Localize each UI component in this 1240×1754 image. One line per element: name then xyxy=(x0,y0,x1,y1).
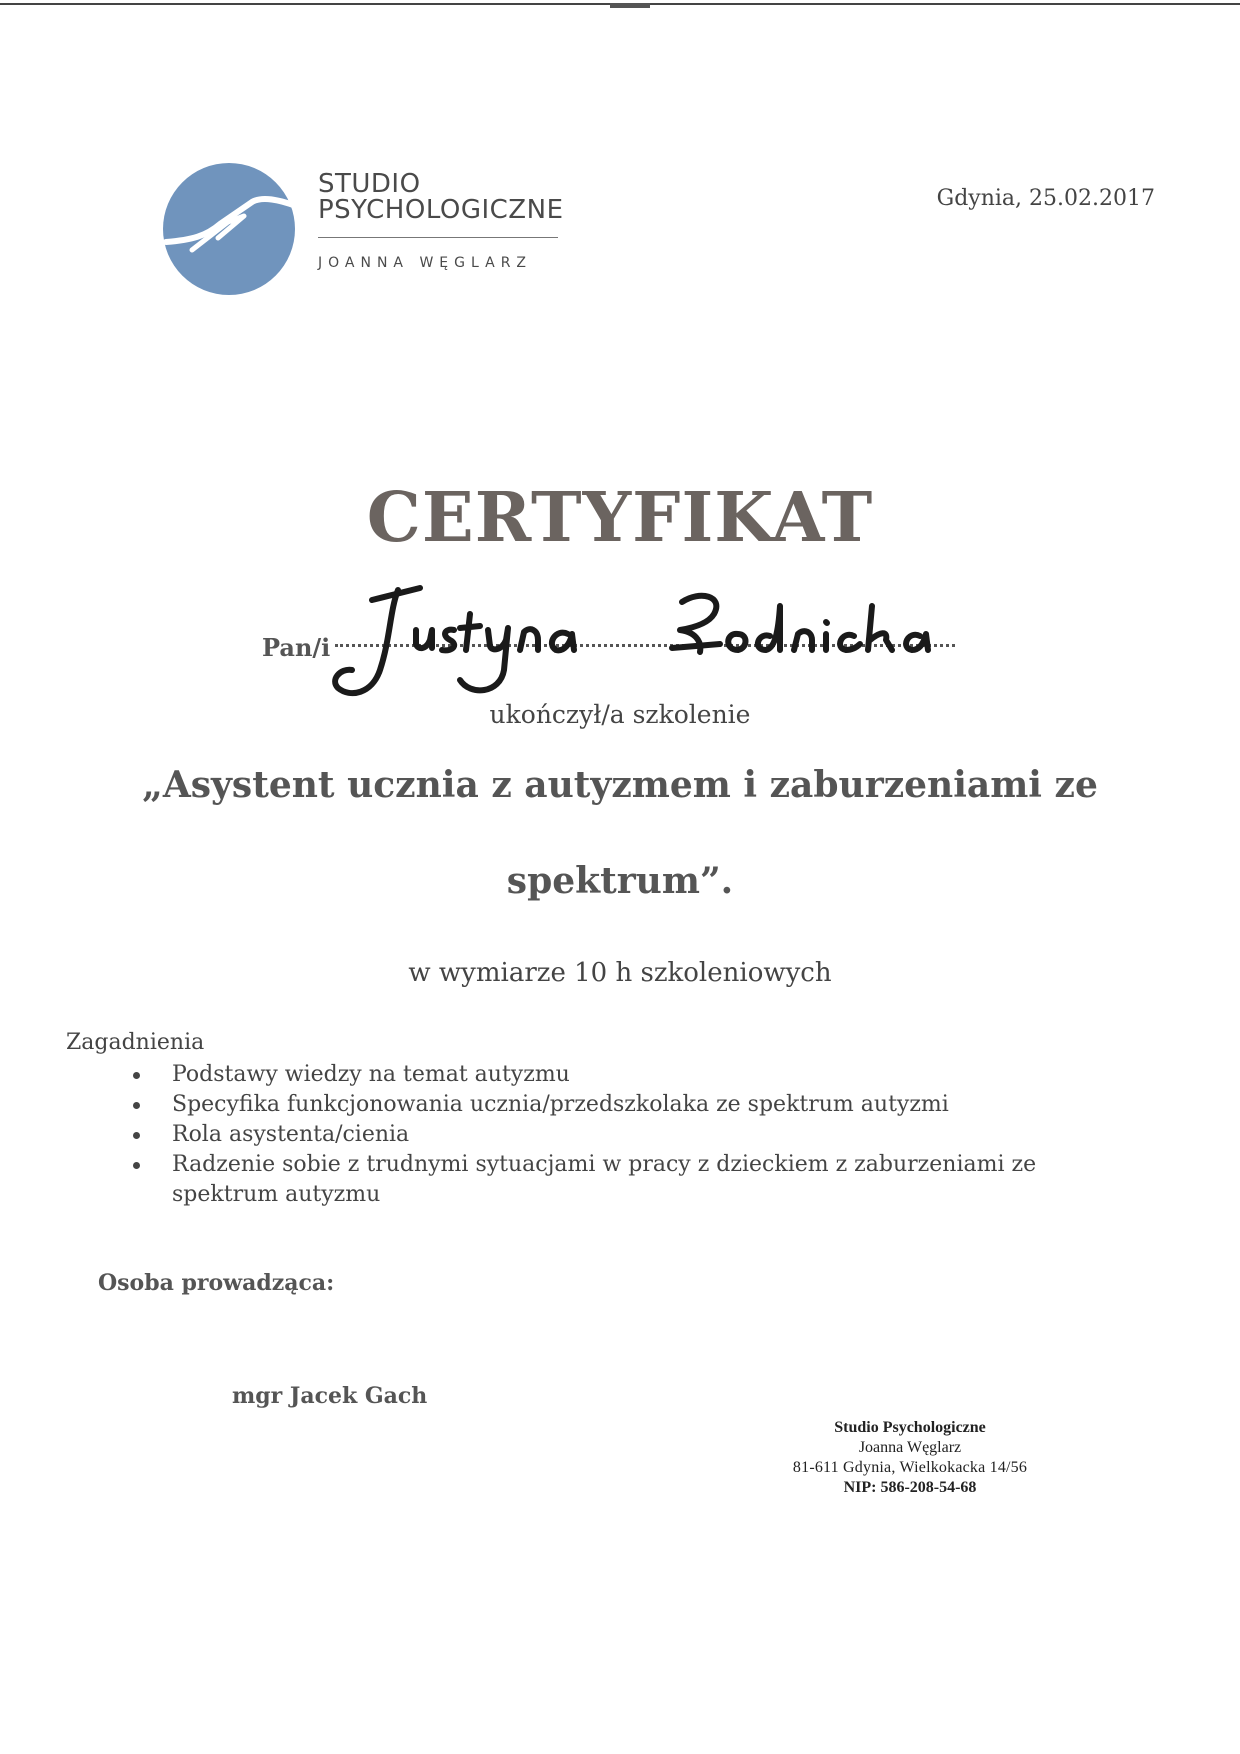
company-stamp xyxy=(760,1418,1060,1498)
certificate-title: CERTYFIKAT xyxy=(366,478,874,558)
stamp-address: 81-611 Gdynia, Wielkokacka 14/56 xyxy=(792,1459,1028,1476)
bullet-icon xyxy=(133,1102,140,1109)
recipient-prefix-text: Pan/i xyxy=(262,633,331,662)
logo-title-line2: PSYCHOLOGICZNE xyxy=(318,195,564,225)
leader-name: mgr Jacek Gach xyxy=(232,1383,428,1409)
topic-text: Podstawy wiedzy na temat autyzmu xyxy=(172,1062,570,1087)
topic-text: Specyfika funkcjonowania ucznia/przedszkolaka ze spektrum autyzmi xyxy=(172,1092,949,1117)
topic-text: Radzenie sobie z trudnymi sytuacjami w pracy z dzieckiem z zaburzeniami ze spektrum autyzmu xyxy=(172,1152,1037,1207)
bullet-icon xyxy=(133,1132,140,1139)
list-item xyxy=(130,1060,1130,1090)
list-item xyxy=(130,1090,1130,1120)
document-date: Gdynia, 25.02.2017 xyxy=(936,186,1155,211)
topic-text: Rola asystenta/cienia xyxy=(172,1122,410,1147)
logo-circle-icon xyxy=(162,162,296,296)
logo-divider xyxy=(318,237,558,238)
list-item xyxy=(130,1120,1130,1150)
course-title-line2: spektrum”. xyxy=(506,860,734,902)
stamp-tax-id: NIP: 586-208-54-68 xyxy=(843,1479,977,1496)
stamp-owner-name: Joanna Węglarz xyxy=(858,1439,962,1456)
topics-heading: Zagadnienia xyxy=(66,1030,205,1055)
list-item xyxy=(130,1150,1130,1210)
topics-list xyxy=(130,1060,1130,1210)
course-title-line1: „Asystent ucznia z autyzmem i zaburzeniami ze xyxy=(142,764,1098,806)
training-hours-text: w wymiarze 10 h szkoleniowych xyxy=(408,958,832,988)
completed-training-text: ukończył/a szkolenie xyxy=(489,700,751,729)
stamp-company-name: Studio Psychologiczne xyxy=(834,1419,986,1436)
bullet-icon xyxy=(133,1162,140,1169)
logo-title-line1: STUDIO xyxy=(318,169,421,199)
top-border-notch xyxy=(610,3,650,8)
bullet-icon xyxy=(133,1072,140,1079)
handwritten-recipient-name xyxy=(320,570,940,710)
leader-label: Osoba prowadząca: xyxy=(98,1270,335,1296)
logo-subtitle: JOANNA WĘGLARZ xyxy=(318,255,533,271)
